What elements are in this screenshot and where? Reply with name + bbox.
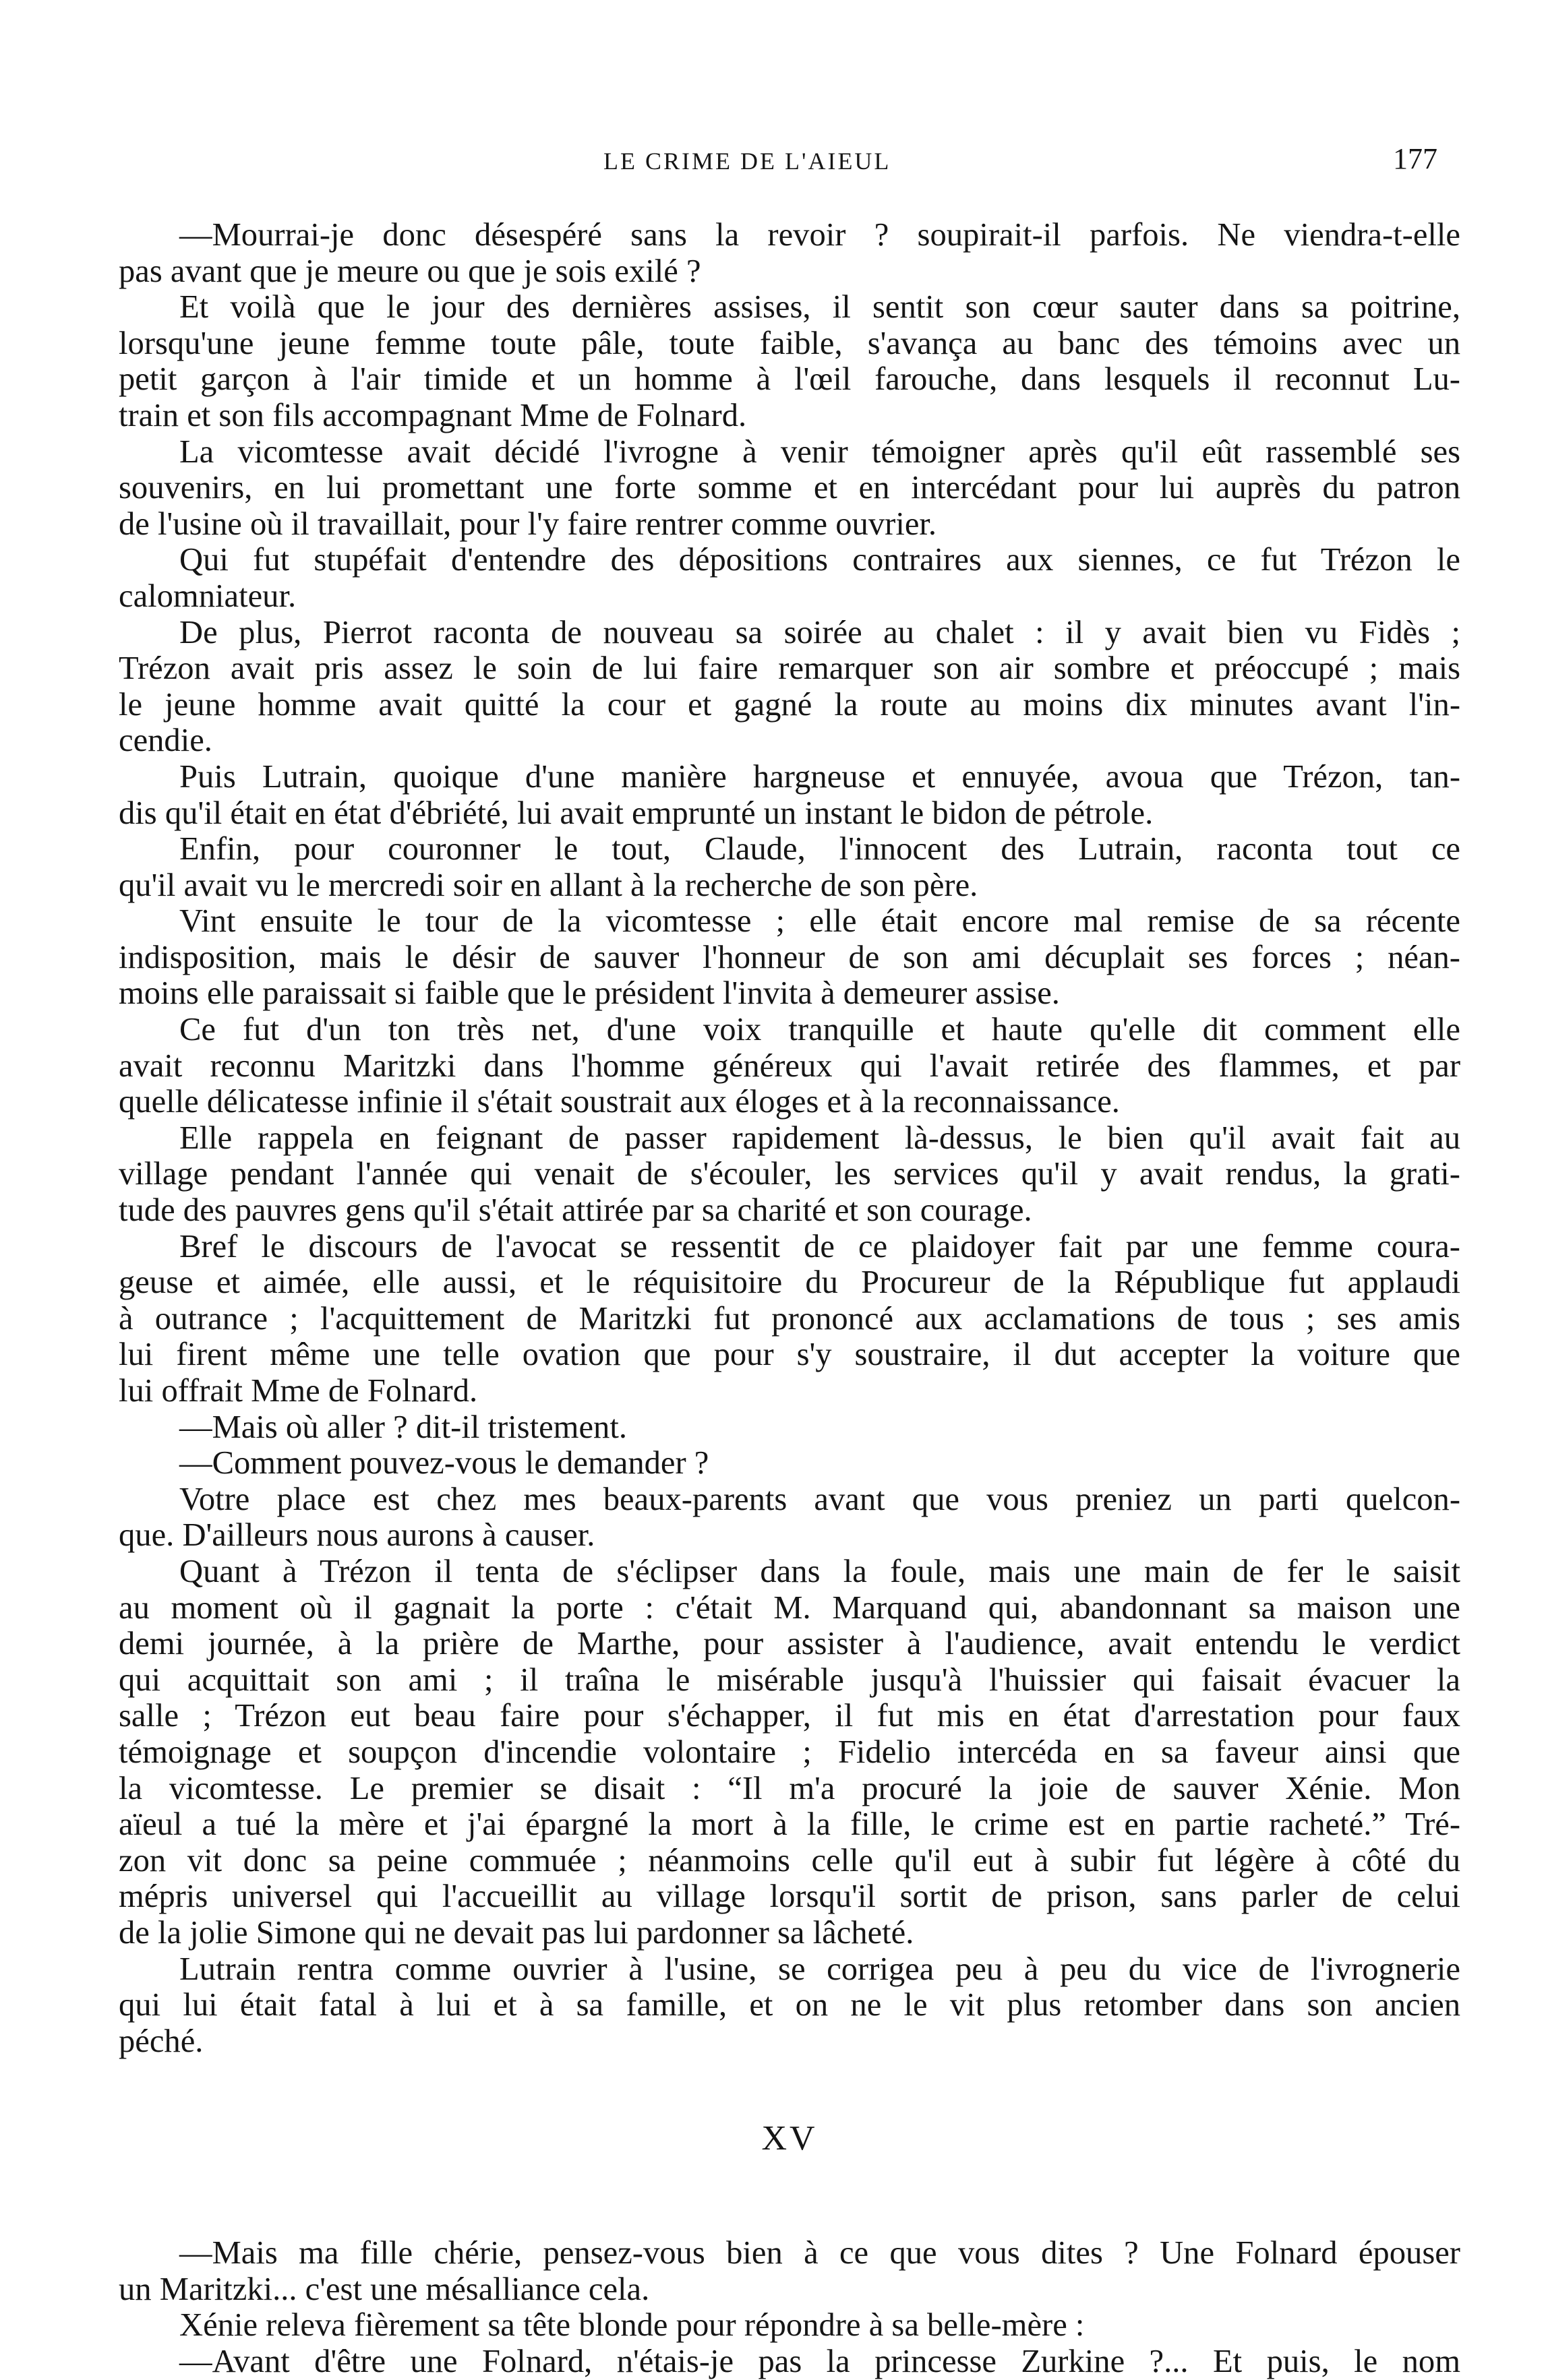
text-line: avait reconnu Maritzki dans l'homme généreux qui l'avait retirée des flammes, et par: [119, 1047, 1460, 1084]
text-line: témoignage et soupçon d'incendie volontaire ; Fidelio intercéda en sa faveur ainsi que: [119, 1734, 1460, 1770]
running-title: LE CRIME DE L'AIEUL: [603, 148, 891, 175]
text-line: la vicomtesse. Le premier se disait : “Il m'a procuré la joie de sauver Xénie. Mon: [119, 1770, 1460, 1806]
text-line: quelle délicatesse infinie il s'était soustrait aux éloges et à la reconnaissance.: [119, 1084, 1120, 1120]
text-line: cendie.: [119, 723, 212, 759]
page-header: [0, 140, 1546, 181]
text-line: tude des pauvres gens qu'il s'était attirée par sa charité et son courage.: [119, 1192, 1032, 1229]
text-line: de la jolie Simone qui ne devait pas lui pardonner sa lâcheté.: [119, 1914, 914, 1951]
text-line: que. D'ailleurs nous aurons à causer.: [119, 1517, 595, 1554]
page-number: 177: [1393, 142, 1437, 175]
text-line: péché.: [119, 2023, 204, 2059]
text-line: aïeul a tué la mère et j'ai épargné la mort à la fille, le crime est en partie racheté.” Tré-: [119, 1806, 1460, 1843]
chapter-xiv-ending: [119, 217, 1460, 2059]
text-line: Qui fut stupéfait d'entendre des dépositions contraires aux siennes, ce fut Trézon le: [179, 542, 1460, 578]
text-line: Trézon avait pris assez le soin de lui faire remarquer son air sombre et préoccupé ; mais: [119, 650, 1460, 687]
text-line: indisposition, mais le désir de sauver l'honneur de son ami décuplait ses forces ; néan-: [119, 939, 1460, 975]
text-line: à outrance ; l'acquittement de Maritzki fut prononcé aux acclamations de tous ; ses amis: [119, 1300, 1460, 1337]
text-line: un Maritzki... c'est une mésalliance cela.: [119, 2271, 650, 2307]
text-line: demi journée, à la prière de Marthe, pour assister à l'audience, avait entendu le verdict: [119, 1626, 1460, 1662]
body-text: [119, 217, 1460, 2380]
chapter-xv-opening: [119, 2235, 1460, 2379]
text-line: Quant à Trézon il tenta de s'éclipser dans la foule, mais une main de fer le saisit: [179, 1553, 1460, 1589]
text-line: —Comment pouvez-vous le demander ?: [179, 1445, 709, 1482]
text-line: de l'usine où il travaillait, pour l'y faire rentrer comme ouvrier.: [119, 506, 937, 542]
text-line: mépris universel qui l'accueillit au village lorsqu'il sortit de prison, sans parler de celui: [119, 1879, 1460, 1915]
text-line: Puis Lutrain, quoique d'une manière hargneuse et ennuyée, avoua que Trézon, tan-: [179, 758, 1460, 795]
text-line: Et voilà que le jour des dernières assises, il sentit son cœur sauter dans sa poitrine,: [179, 289, 1460, 326]
text-line: petit garçon à l'air timide et un homme à l'œil farouche, dans lesquels il reconnut Lu-: [119, 361, 1460, 398]
text-line: le jeune homme avait quitté la cour et gagné la route au moins dix minutes avant l'in-: [119, 686, 1460, 723]
text-line: Votre place est chez mes beaux-parents avant que vous preniez un parti quelcon-: [179, 1481, 1460, 1517]
text-line: geuse et aimée, elle aussi, et le réquisitoire du Procureur de la République fut applaudi: [119, 1264, 1460, 1301]
text-line: —Mais ma fille chérie, pensez-vous bien à ce que vous dites ? Une Folnard épouser: [179, 2235, 1460, 2271]
text-line: village pendant l'année qui venait de s'écouler, les services qu'il y avait rendus, la grati-: [119, 1156, 1460, 1192]
text-line: —Mourrai-je donc désespéré sans la revoir ? soupirait-il parfois. Ne viendra-t-elle: [179, 217, 1460, 253]
text-line: Enfin, pour couronner le tout, Claude, l'innocent des Lutrain, raconta tout ce: [179, 831, 1460, 867]
text-line: Lutrain rentra comme ouvrier à l'usine, se corrigea peu à peu du vice de l'ivrognerie: [179, 1951, 1460, 1987]
text-line: lui offrait Mme de Folnard.: [119, 1373, 478, 1409]
text-line: lui firent même une telle ovation que pour s'y soustraire, il dut accepter la voiture que: [119, 1337, 1460, 1373]
text-line: Xénie releva fièrement sa tête blonde pour répondre à sa belle-mère :: [179, 2307, 1085, 2344]
text-line: salle ; Trézon eut beau faire pour s'échapper, il fut mis en état d'arrestation pour faux: [119, 1698, 1460, 1734]
text-line: —Avant d'être une Folnard, n'étais-je pas la princesse Zurkine ?... Et puis, le nom: [179, 2344, 1460, 2380]
text-line: Elle rappela en feignant de passer rapidement là-dessus, le bien qu'il avait fait au: [179, 1120, 1460, 1156]
text-line: zon vit donc sa peine commuée ; néanmoins celle qu'il eut à subir fut légère à côté du: [119, 1842, 1460, 1879]
text-line: Bref le discours de l'avocat se ressentit de ce plaidoyer fait par une femme coura-: [179, 1228, 1460, 1264]
chapter-heading: XV: [761, 2119, 818, 2158]
text-line: qui acquittait son ami ; il traîna le misérable jusqu'à l'huissier qui faisait évacuer la: [119, 1661, 1460, 1698]
text-line: La vicomtesse avait décidé l'ivrogne à venir témoigner après qu'il eût rassemblé ses: [179, 433, 1460, 470]
text-line: dis qu'il était en état d'ébriété, lui avait emprunté un instant le bidon de pétrole.: [119, 795, 1154, 831]
text-line: Ce fut d'un ton très net, d'une voix tranquille et haute qu'elle dit comment elle: [179, 1012, 1460, 1048]
text-line: souvenirs, en lui promettant une forte somme et en intercédant pour lui auprès du patron: [119, 470, 1460, 506]
text-line: moins elle paraissait si faible que le président l'invita à demeurer assise.: [119, 975, 1060, 1012]
text-line: Vint ensuite le tour de la vicomtesse ; elle était encore mal remise de sa récente: [179, 903, 1460, 940]
text-line: qu'il avait vu le mercredi soir en allant à la recherche de son père.: [119, 867, 978, 903]
text-line: lorsqu'une jeune femme toute pâle, toute faible, s'avança au banc des témoins avec un: [119, 325, 1460, 361]
text-line: train et son fils accompagnant Mme de Folnard.: [119, 397, 747, 433]
text-line: pas avant que je meure ou que je sois exilé ?: [119, 253, 701, 289]
text-line: qui lui était fatal à lui et à sa famille, et on ne le vit plus retomber dans son ancien: [119, 1987, 1460, 2023]
text-line: —Mais où aller ? dit-il tristement.: [179, 1409, 627, 1445]
text-line: calomniateur.: [119, 578, 297, 614]
text-line: De plus, Pierrot raconta de nouveau sa soirée au chalet : il y avait bien vu Fidès ;: [179, 614, 1460, 650]
text-line: au moment où il gagnait la porte : c'était M. Marquand qui, abandonnant sa maison une: [119, 1589, 1460, 1626]
